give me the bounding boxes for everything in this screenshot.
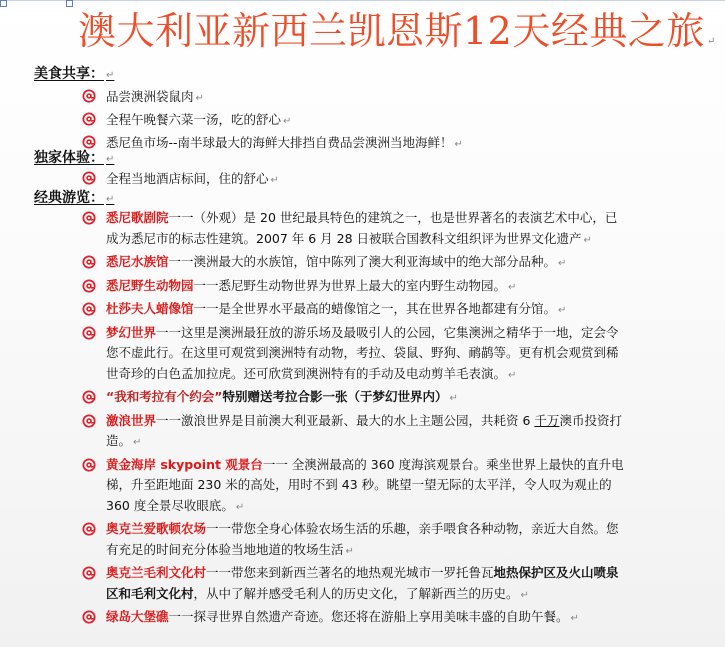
section-heading-experience: 独家体验： ↵ bbox=[34, 150, 115, 166]
attraction-desc: 一一澳洲最大的水族馆，馆中陈列了澳大利亚海域中的绝大部分品种。 bbox=[168, 254, 557, 269]
list-item: 奥克兰毛利文化村一一带您来到新西兰著名的地热观光城市一罗托鲁瓦地热保护区及火山喷泉区和毛利文化村，从中了解并感受毛利人的历史文化，了解新西兰的历史。 ↵ bbox=[82, 563, 629, 606]
food-list bbox=[82, 86, 715, 155]
at-sign-bullet-icon bbox=[82, 211, 96, 225]
list-item: 全程当地酒店标间，住的舒心 ↵ bbox=[82, 168, 715, 191]
resize-handle-icon[interactable] bbox=[66, 0, 73, 7]
attraction-name: 奥克兰爱歌顿农场 bbox=[106, 521, 207, 536]
list-item: 杜莎夫人蜡像馆一一是全世界水平最高的蜡像馆之一，其在世界各地都建有分馆。 ↵ bbox=[82, 299, 629, 322]
attraction-desc: 一一带您全身心体验农场生活的乐趣，亲手喂食各种动物，亲近大自然。您有充足的时间充分体验当地地道的牧场生活 bbox=[106, 521, 619, 557]
attraction-desc: 一一 全澳洲最高的 360 度海滨观景台。乘坐世界上最快的直升电梯，升至距地面 230 米的高处，用时不到 43 秒。眺望一望无际的太平洋，令人叹为观止的 360 度全景尽收眼底。 bbox=[106, 456, 624, 513]
at-sign-bullet-icon bbox=[82, 522, 96, 536]
at-sign-bullet-icon bbox=[82, 566, 96, 580]
attraction-name: 黄金海岸 skypoint 观景台 bbox=[106, 456, 263, 472]
section-heading-food: 美食共享： ↵ bbox=[34, 66, 115, 82]
attraction-desc: 特别赠送考拉合影一张（于梦幻世界内） bbox=[222, 389, 448, 404]
at-sign-bullet-icon bbox=[82, 112, 96, 126]
list-item: 绿岛大堡礁一一探寻世界自然遗产奇迹。您还将在游船上享用美味丰盛的自助午餐。 ↵ bbox=[82, 607, 629, 630]
list-item: 激浪世界一一激浪世界是目前澳大利亚最新、最大的水上主题公园，共耗资 6 千万澳币投资打造。 ↵ bbox=[82, 411, 629, 454]
at-sign-bullet-icon bbox=[82, 302, 96, 316]
attraction-desc: 一一这里是澳洲最狂放的游乐场及最吸引人的公园，它集澳洲之精华于一地，定会令您不虚此行。在这里可观赏到澳洲特有动物，考拉、袋鼠、野狗、鸸鹋等。更有机会观赏到稀世奇珍的白色孟加拉虎。还可欣赏到澳洲特有的手动及电动剪羊毛表演。 bbox=[106, 324, 619, 381]
at-sign-bullet-icon bbox=[82, 171, 96, 185]
list-item: 奥克兰爱歌顿农场一一带您全身心体验农场生活的乐趣，亲手喂食各种动物，亲近大自然。您有充足的时间充分体验当地地道的牧场生活 ↵ bbox=[82, 519, 629, 562]
attraction-desc: 一一探寻世界自然遗产奇迹。您还将在游船上享用美味丰盛的自助午餐。 bbox=[168, 609, 569, 624]
section-heading-sightseeing: 经典游览： ↵ bbox=[34, 190, 115, 206]
at-sign-bullet-icon bbox=[82, 255, 96, 269]
list-item: 梦幻世界一一这里是澳洲最狂放的游乐场及最吸引人的公园，它集澳洲之精华于一地，定会令您不虚此行。在这里可观赏到澳洲特有动物，考拉、袋鼠、野狗、鸸鹋等。更有机会观赏到稀世奇珍的白色孟加拉虎。还可欣赏到澳洲特有的手动及电动剪羊毛表演。 ↵ bbox=[82, 323, 629, 387]
attraction-desc: 一一激浪世界是目前澳大利亚最新、最大的水上主题公园，共耗资 6 bbox=[156, 412, 535, 428]
attraction-desc: ，从中了解并感受毛利人的历史文化，了解新西兰的历史。 bbox=[193, 585, 519, 601]
at-sign-bullet-icon bbox=[82, 390, 96, 404]
list-item: 悉尼野生动物园一一悉尼野生动物世界为世界上最大的室内野生动物园。 ↵ bbox=[82, 276, 629, 299]
at-sign-bullet-icon bbox=[82, 414, 96, 428]
attraction-desc-underlined: 千万 bbox=[534, 412, 560, 428]
attraction-desc: 一一是全世界水平最高的蜡像馆之一，其在世界各地都建有分馆。 bbox=[193, 301, 557, 316]
list-item: 全程午晚餐六菜一汤，吃的舒心 ↵ bbox=[82, 109, 715, 132]
document-title: 澳大利亚新西兰凯恩斯12天经典之旅 ↵ bbox=[78, 9, 716, 53]
list-item: 品尝澳洲袋鼠肉 ↵ bbox=[82, 86, 715, 109]
attraction-name: “我和考拉有个约会” bbox=[106, 389, 223, 404]
attraction-desc: 一一带您来到新西兰著名的地热观光城市一罗托鲁瓦 bbox=[206, 565, 494, 580]
at-sign-bullet-icon bbox=[82, 458, 96, 472]
list-item: 悉尼鱼市场--南半球最大的海鲜大排挡自费品尝澳洲当地海鲜！ ↵ bbox=[82, 132, 715, 155]
attraction-name: 悉尼野生动物园 bbox=[106, 277, 194, 293]
resize-handle-icon[interactable] bbox=[0, 0, 7, 7]
attraction-desc-bold: 地热保护区及火山喷泉区和毛利文化村 bbox=[106, 565, 619, 601]
attraction-name: 悉尼水族馆 bbox=[106, 254, 169, 269]
list-item: 黄金海岸 skypoint 观景台一一 全澳洲最高的 360 度海滨观景台。乘坐世界上最快的直升电梯，升至距地面 230 米的高处，用时不到 43 秒。眺望一望无际的太平洋，令人叹为观止的 360 度全景尽收眼底。 ↵ bbox=[82, 455, 629, 519]
list-item: 悉尼歌剧院一一（外观）是 20 世纪最具特色的建筑之一，也是世界著名的表演艺术中心，已成为悉尼市的标志性建筑。2007 年 6 月 28 日被联合国教科文组织评为世界文化遗产 ↵ bbox=[82, 208, 629, 251]
attraction-name: 奥克兰毛利文化村 bbox=[106, 565, 207, 580]
attraction-name: 绿岛大堡礁 bbox=[106, 609, 169, 624]
experience-list bbox=[82, 168, 715, 191]
attraction-desc: 一一悉尼野生动物世界为世界上最大的室内野生动物园。 bbox=[193, 277, 507, 293]
at-sign-bullet-icon bbox=[82, 610, 96, 624]
list-item: “我和考拉有个约会”特别赠送考拉合影一张（于梦幻世界内） ↵ bbox=[82, 387, 629, 410]
document-top-margin-line bbox=[0, 0, 725, 6]
at-sign-bullet-icon bbox=[82, 135, 96, 149]
attraction-name: 杜莎夫人蜡像馆 bbox=[106, 301, 194, 316]
attractions-list bbox=[82, 208, 629, 631]
list-item: 悉尼水族馆一一澳洲最大的水族馆，馆中陈列了澳大利亚海域中的绝大部分品种。 ↵ bbox=[82, 252, 629, 275]
at-sign-bullet-icon bbox=[82, 279, 96, 293]
at-sign-bullet-icon bbox=[82, 326, 96, 340]
attraction-desc: 一一（外观）是 20 世纪最具特色的建筑之一，也是世界著名的表演艺术中心，已成为悉尼市的标志性建筑。2007 年 6 月 28 日被联合国教科文组织评为世界文化遗产 bbox=[106, 210, 618, 246]
attraction-desc: 澳币投资打造。 bbox=[106, 412, 622, 448]
attraction-name: 激浪世界 bbox=[106, 412, 157, 428]
attraction-name: 悉尼歌剧院 bbox=[106, 210, 169, 225]
at-sign-bullet-icon bbox=[82, 89, 96, 103]
attraction-name: 梦幻世界 bbox=[106, 324, 157, 340]
